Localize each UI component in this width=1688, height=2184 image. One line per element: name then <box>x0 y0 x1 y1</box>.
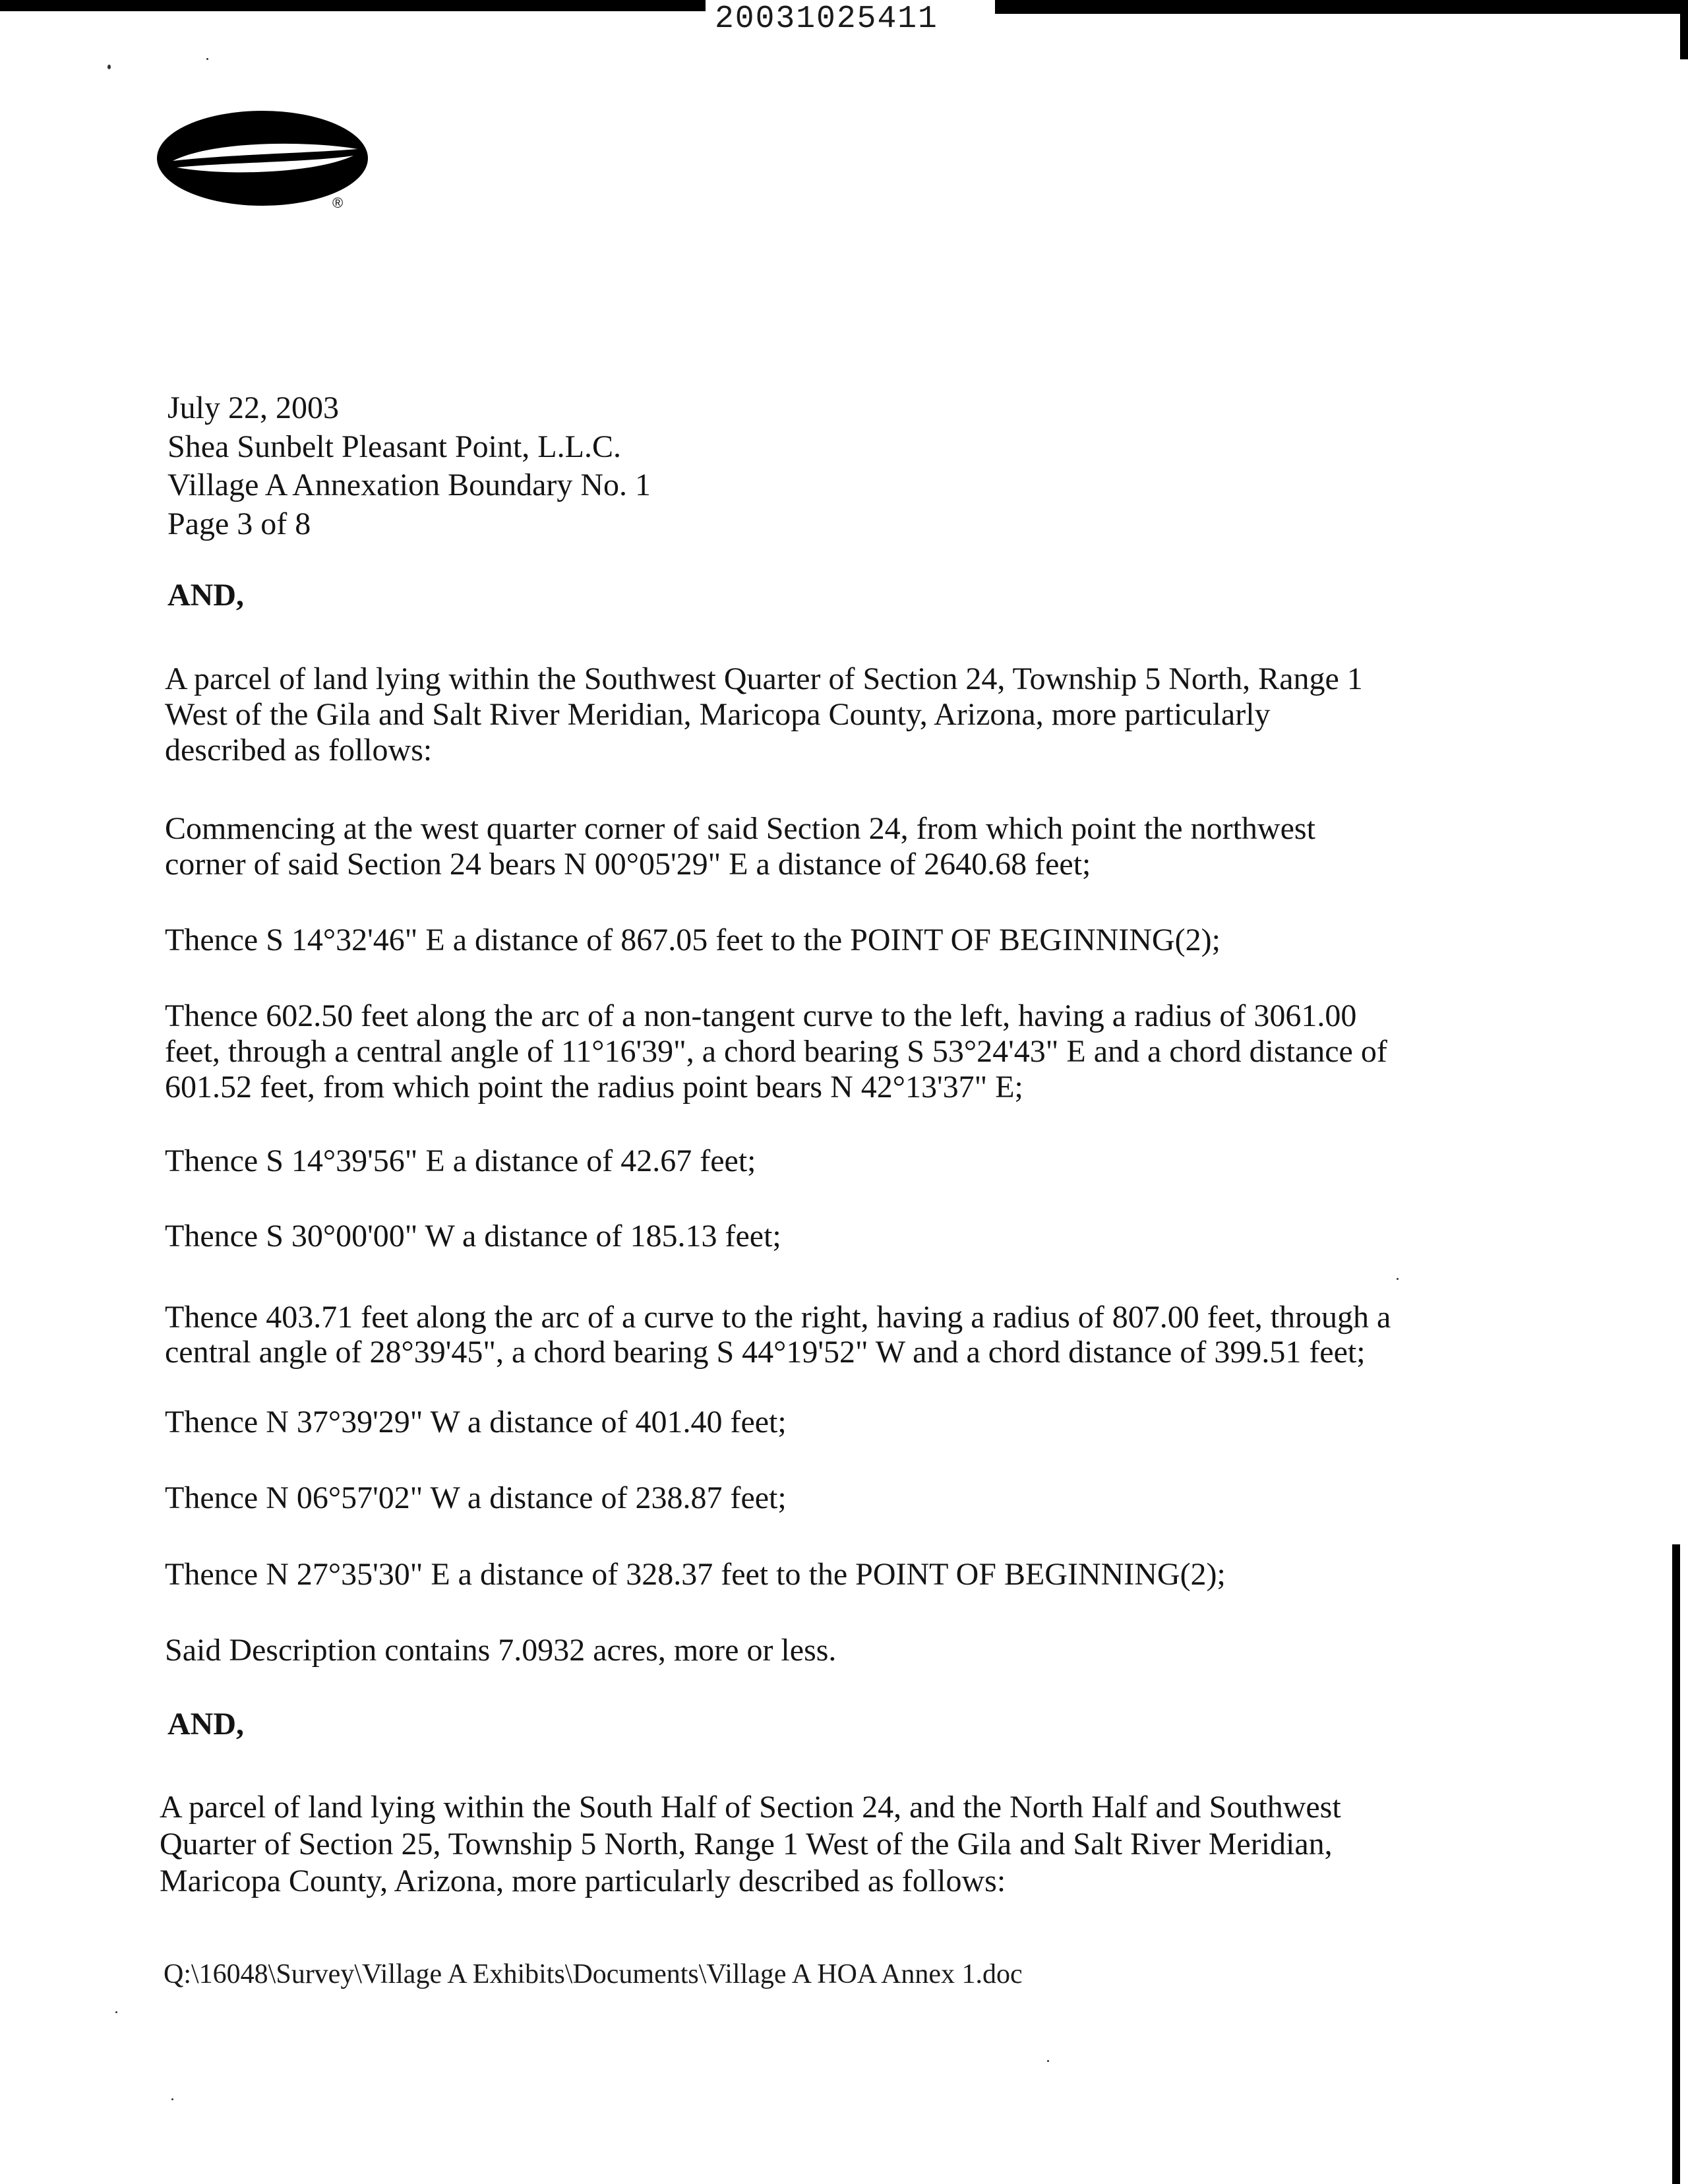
footer-file-path: Q:\16048\Survey\Village A Exhibits\Documents\Village A HOA Annex 1.doc <box>164 1959 1023 1989</box>
connector-and-2: AND, <box>167 1707 244 1742</box>
text-line: Commencing at the west quarter corner of said Section 24, from which point the northwest <box>165 811 1315 846</box>
text-line: described as follows: <box>165 733 433 768</box>
parcel-2-curve-1 <box>165 998 1387 1105</box>
scan-speck <box>1047 2060 1049 2062</box>
scan-edge-right-bottom <box>1672 1544 1680 2184</box>
parcel-2-course-4: Thence N 06°57'02" W a distance of 238.87 feet; <box>165 1480 787 1515</box>
text-line: Quarter of Section 25, Township 5 North, Range 1 West of the Gila and Salt River Meridian, <box>160 1827 1333 1862</box>
letter-header <box>167 389 651 544</box>
parcel-2-to-beginning: Thence S 14°32'46" E a distance of 867.05 feet to the POINT OF BEGINNING(2); <box>165 923 1221 957</box>
parcel-2-course-1: Thence S 14°39'56" E a distance of 42.67 feet; <box>165 1143 756 1178</box>
scan-speck <box>171 2098 173 2100</box>
scan-speck <box>115 2011 117 2013</box>
connector-and-1: AND, <box>167 578 244 613</box>
header-page: Page 3 of 8 <box>167 506 311 542</box>
text-line: central angle of 28°39'45", a chord bearing S 44°19'52" W and a chord distance of 399.51 feet; <box>165 1335 1366 1370</box>
header-date: July 22, 2003 <box>167 390 340 425</box>
text-line: A parcel of land lying within the Southwest Quarter of Section 24, Township 5 North, Range 1 <box>165 661 1363 696</box>
parcel-2-course-5: Thence N 27°35'30" E a distance of 328.37 feet to the POINT OF BEGINNING(2); <box>165 1557 1226 1592</box>
scan-speck <box>206 58 208 60</box>
scan-edge-top-left <box>0 0 706 11</box>
document-number: 20031025411 <box>715 1 938 37</box>
scan-speck <box>1397 1278 1399 1280</box>
company-logo <box>156 109 369 208</box>
text-line: West of the Gila and Salt River Meridian, Maricopa County, Arizona, more particularly <box>165 697 1271 732</box>
text-line: 601.52 feet, from which point the radius point bears N 42°13'37" E; <box>165 1070 1023 1105</box>
parcel-3-intro <box>160 1789 1341 1900</box>
text-line: Thence 403.71 feet along the arc of a curve to the right, having a radius of 807.00 feet, through a <box>165 1300 1391 1335</box>
parcel-2-commencing <box>165 811 1315 882</box>
parcel-2-course-2: Thence S 30°00'00" W a distance of 185.13 feet; <box>165 1219 781 1254</box>
scan-edge-top-right <box>995 0 1688 14</box>
header-project: Village A Annexation Boundary No. 1 <box>167 468 651 503</box>
scan-speck <box>107 65 111 69</box>
scan-edge-right-top <box>1680 0 1688 59</box>
registered-mark: ® <box>332 195 344 211</box>
text-line: Thence 602.50 feet along the arc of a non-tangent curve to the left, having a radius of 3061.00 <box>165 998 1357 1033</box>
parcel-2-curve-2 <box>165 1300 1391 1370</box>
parcel-2-course-3: Thence N 37°39'29" W a distance of 401.40 feet; <box>165 1405 787 1440</box>
text-line: Maricopa County, Arizona, more particularly described as follows: <box>160 1864 1006 1898</box>
parcel-2-intro <box>165 661 1363 768</box>
header-company: Shea Sunbelt Pleasant Point, L.L.C. <box>167 429 621 464</box>
text-line: feet, through a central angle of 11°16'39", a chord bearing S 53°24'43" E and a chord distance of <box>165 1034 1387 1069</box>
parcel-2-area: Said Description contains 7.0932 acres, more or less. <box>165 1633 837 1668</box>
text-line: corner of said Section 24 bears N 00°05'29" E a distance of 2640.68 feet; <box>165 847 1091 882</box>
text-line: A parcel of land lying within the South Half of Section 24, and the North Half and Southwest <box>160 1790 1341 1825</box>
